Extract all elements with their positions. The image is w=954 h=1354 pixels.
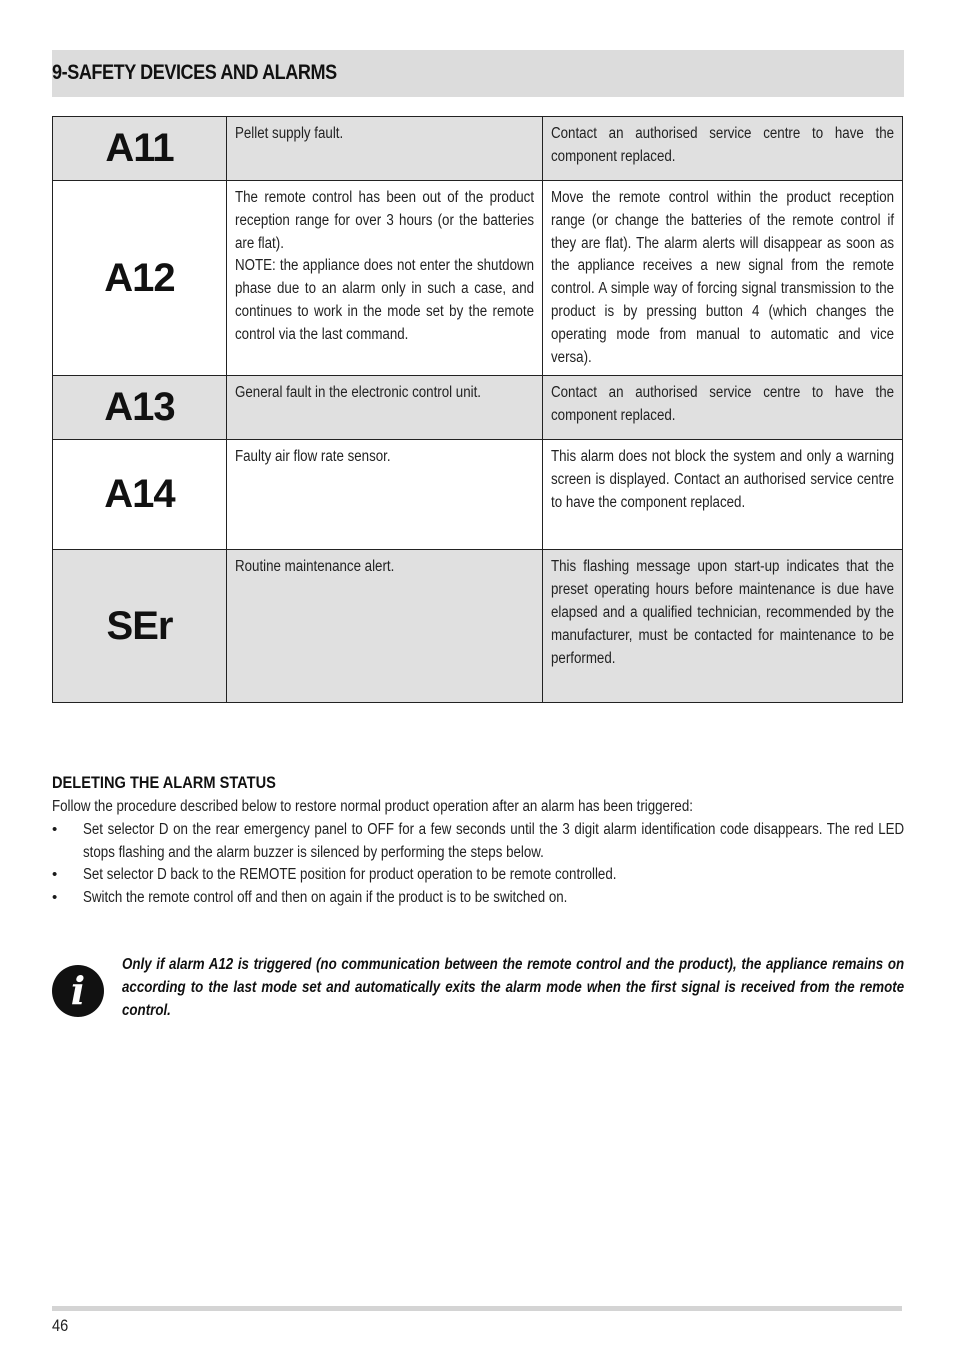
alarm-action: This alarm does not block the system and only a warning screen is displayed. Contact an authorised service centre to have the component replaced. <box>543 440 903 550</box>
alarm-cause-note: NOTE: the appliance does not enter the shutdown phase due to an alarm only in such a case, and continues to work in the mode set by the remote control via the last command. <box>235 257 535 343</box>
alarm-cause-line: The remote control has been out of the product reception range for over 3 hours (or the batteries are flat). <box>235 189 535 252</box>
alarm-cause: Routine maintenance alert. <box>227 550 543 703</box>
alarm-code: A13 <box>53 376 227 440</box>
deleting-alarm-section <box>52 772 904 910</box>
step-text: Set selector D back to the REMOTE position for product operation to be remote controlled. <box>83 866 617 884</box>
steps-list <box>52 819 904 910</box>
note-text: Only if alarm A12 is triggered (no communication between the remote control and the product), the appliance remains on according to the last mode set and automatically exits the alarm mode when the first signal is received from the remote control. <box>122 956 905 1019</box>
step-text: Set selector D on the rear emergency panel to OFF for a few seconds until the 3 digit alarm identification code disappears. The red LED stops flashing and the alarm buzzer is silenced by performing the steps below. <box>83 820 905 861</box>
section-header <box>52 50 904 97</box>
alarm-code: A14 <box>53 440 227 550</box>
bullet: • <box>52 866 58 884</box>
section-heading: DELETING THE ALARM STATUS <box>52 773 276 792</box>
list-item <box>52 819 904 865</box>
table-row <box>53 181 903 376</box>
list-item <box>52 887 904 910</box>
alarm-cause: Pellet supply fault. <box>227 117 543 181</box>
table-row <box>53 440 903 550</box>
table-row <box>53 117 903 181</box>
info-note <box>52 954 904 1034</box>
footer-divider <box>52 1306 902 1311</box>
alarm-cause: Faulty air flow rate sensor. <box>227 440 543 550</box>
intro-text: Follow the procedure described below to restore normal product operation after an alarm has been triggered: <box>52 798 693 815</box>
bullet: • <box>52 889 58 907</box>
section-title: 9-SAFETY DEVICES AND ALARMS <box>52 61 337 84</box>
alarm-code: SEr <box>53 550 227 703</box>
bullet: • <box>52 820 58 838</box>
alarm-code: A11 <box>53 117 227 181</box>
info-icon: i <box>52 965 104 1017</box>
alarm-action: Contact an authorised service centre to have the component replaced. <box>543 117 903 181</box>
alarm-code: A12 <box>53 181 227 376</box>
list-item <box>52 864 904 887</box>
table-row <box>53 550 903 703</box>
alarm-cause: General fault in the electronic control unit. <box>227 376 543 440</box>
alarm-table <box>52 116 903 703</box>
alarm-cause <box>227 181 543 376</box>
alarm-action: This flashing message upon start-up indicates that the preset operating hours before maintenance is due have elapsed and a qualified technician, recommended by the manufacturer, must be contacted for maintenance to be performed. <box>543 550 903 703</box>
alarm-action: Move the remote control within the product reception range (or change the batteries of the remote control if they are flat). The alarm alerts will disappear as soon as the appliance receives a new signal from the remote control. A simple way of forcing signal transmission to the product is by pressing button 4 (which changes the operating mode from manual to automatic and vice versa). <box>543 181 903 376</box>
table-row <box>53 376 903 440</box>
page-number: 46 <box>52 1316 69 1335</box>
alarm-action: Contact an authorised service centre to have the component replaced. <box>543 376 903 440</box>
step-text: Switch the remote control off and then on again if the product is to be switched on. <box>83 889 568 907</box>
